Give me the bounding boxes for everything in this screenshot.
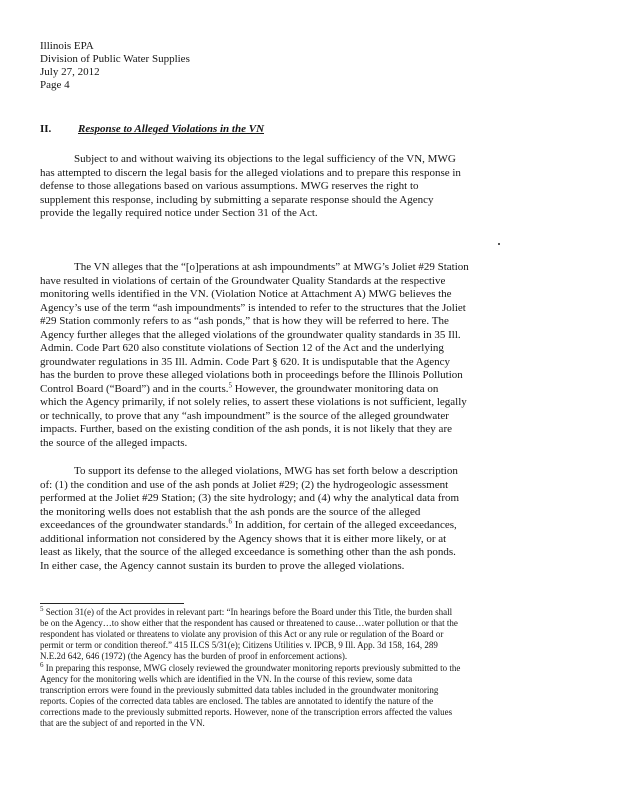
header-line: Division of Public Water Supplies — [40, 53, 190, 65]
paragraph-1 — [40, 153, 581, 221]
paragraph-line: performed at the Joliet #29 Station; (3) the site hydrology; and (4) why the analytical data from — [40, 492, 460, 504]
paragraph-line: has attempted to discern the legal basis for the alleged violations and to prepare this response in — [40, 166, 461, 179]
line-text: In preparing this response, MWG closely reviewed the groundwater monitoring reports previously submitted to the — [43, 663, 461, 673]
paragraph-line: least as likely, that the source of the alleged exceedance is something other than the ash ponds. — [40, 546, 456, 558]
paragraph-line: Agency further alleges that the alleged violations of the groundwater quality standards in 35 Ill. — [40, 328, 461, 341]
letter-header — [40, 40, 190, 92]
paragraph-line: provide the legally required notice under Section 31 of the Act. — [40, 207, 318, 219]
paragraph-line: the source of the alleged impacts. — [40, 436, 188, 449]
footnote-line — [40, 663, 585, 674]
paragraph-line: has the burden to prove these alleged violations both in proceedings before the Illinois Pollution — [40, 369, 463, 381]
line-text: However, the groundwater monitoring data on — [231, 382, 439, 395]
section-heading — [40, 123, 264, 135]
footnote-line: be on the Agency…to show either that the respondent has caused or threatened to cause…water pollution or that the — [40, 618, 458, 628]
paragraph-line: defense to those allegations based on various assumptions. MWG reserves the right to — [40, 180, 419, 192]
footnote-divider — [40, 603, 184, 604]
footnote-line — [40, 607, 585, 618]
footnote-ref-5: 5 — [228, 380, 232, 389]
footnote-ref-6: 6 — [228, 517, 232, 526]
footnote-line: corrections made to the previously submitted reports. However, none of the transcription errors affected the values — [40, 707, 453, 717]
paragraph-line: supplement this response, including by submitting a separate response should the Agency — [40, 193, 434, 206]
paragraph-line: In either case, the Agency cannot sustain its burden to prove the alleged violations. — [40, 559, 405, 572]
paragraph-line: Admin. Code Part 620 also constitute violations of Section 12 of the Act and the underlying — [40, 342, 444, 354]
section-title: Response to Alleged Violations in the VN — [78, 123, 265, 135]
paragraph-line — [40, 380, 581, 397]
paragraph-line: #29 Station commonly refers to as “ash ponds,” that is how they will be referred to here. The — [40, 315, 449, 327]
header-line: Illinois EPA — [40, 40, 94, 52]
paragraph-line: which the Agency primarily, if not solely relies, to assert these violations is not sufficient, legally — [40, 396, 467, 408]
paragraph-line: or technically, to prove that any “ash impoundment” is the source of the alleged groundwater — [40, 409, 449, 422]
paragraph-line: The VN alleges that the “[o]perations at ash impoundments” at MWG’s Joliet #29 Station — [74, 261, 469, 273]
paragraph-line: have resulted in violations of certain of the Groundwater Quality Standards at the respective — [40, 274, 446, 287]
line-text: exceedances of the groundwater standards. — [40, 519, 229, 531]
line-text: In addition, for certain of the alleged exceedances, — [231, 519, 457, 531]
footnote-line: transcription errors were found in the previously submitted data tables included in the groundwater monitoring — [40, 685, 439, 695]
paragraph-line: of: (1) the condition and use of the ash ponds at Joliet #29; (2) the hydrogeologic assessment — [40, 478, 449, 491]
paragraph-line: Agency’s use of the term “ash impoundments” is intended to refer to the structures that the Joliet — [40, 301, 466, 314]
section-number: II. — [40, 123, 52, 135]
header-line: Page 4 — [40, 79, 70, 91]
footnote-line: Agency for the monitoring wells which are identified in the VN. In the course of this review, some data — [40, 674, 413, 684]
paragraph-3 — [40, 465, 581, 573]
paragraph-2 — [40, 261, 581, 450]
footnote-5 — [40, 607, 585, 662]
paragraph-line: impacts. Further, based on the existing condition of the ash ponds, it is not likely that they are — [40, 423, 452, 435]
line-text: Control Board (“Board”) and in the courts. — [40, 382, 229, 395]
footnote-6 — [40, 663, 585, 729]
paragraph-line: the monitoring wells does not establish that the ash ponds are the source of the alleged — [40, 505, 421, 518]
footnote-line: respondent has violated or threatens to violate any provision of this Act or any rule or regulation of the Board or — [40, 629, 444, 639]
paragraph-line — [40, 519, 581, 533]
footnote-line: N.E.2d 642, 646 (1972) (the Agency has the burden of proof in enforcement actions). — [40, 651, 348, 661]
margin-mark — [498, 243, 500, 245]
paragraph-line: additional information not considered by the Agency shows that it is either more likely, or at — [40, 532, 447, 545]
line-text: Section 31(e) of the Act provides in relevant part: “In hearings before the Board under this Title, the burden shall — [43, 607, 453, 617]
paragraph-line: Subject to and without waiving its objections to the legal sufficiency of the VN, MWG — [74, 153, 456, 165]
footnote-line: reports. Copies of the corrected data tables are enclosed. The tables are annotated to identify the nature of the — [40, 696, 434, 706]
paragraph-line: To support its defense to the alleged violations, MWG has set forth below a description — [74, 465, 458, 477]
header-line: July 27, 2012 — [40, 66, 100, 78]
footnote-line: permit or term or condition thereof.” 415 ILCS 5/31(e); Citizens Utilities v. IPCB, 9 Ill. App. 3d 158, 164, 289 — [40, 640, 438, 650]
paragraph-line: monitoring wells identified in the VN. (Violation Notice at Attachment A) MWG believes the — [40, 288, 452, 300]
footnote-marker: 5 — [40, 605, 44, 613]
footnote-line: that are the subject of and reported in the VN. — [40, 718, 205, 728]
paragraph-line: groundwater regulations in 35 Ill. Admin. Code Part § 620. It is undisputable that the Agency — [40, 355, 450, 368]
footnote-marker: 6 — [40, 661, 44, 669]
